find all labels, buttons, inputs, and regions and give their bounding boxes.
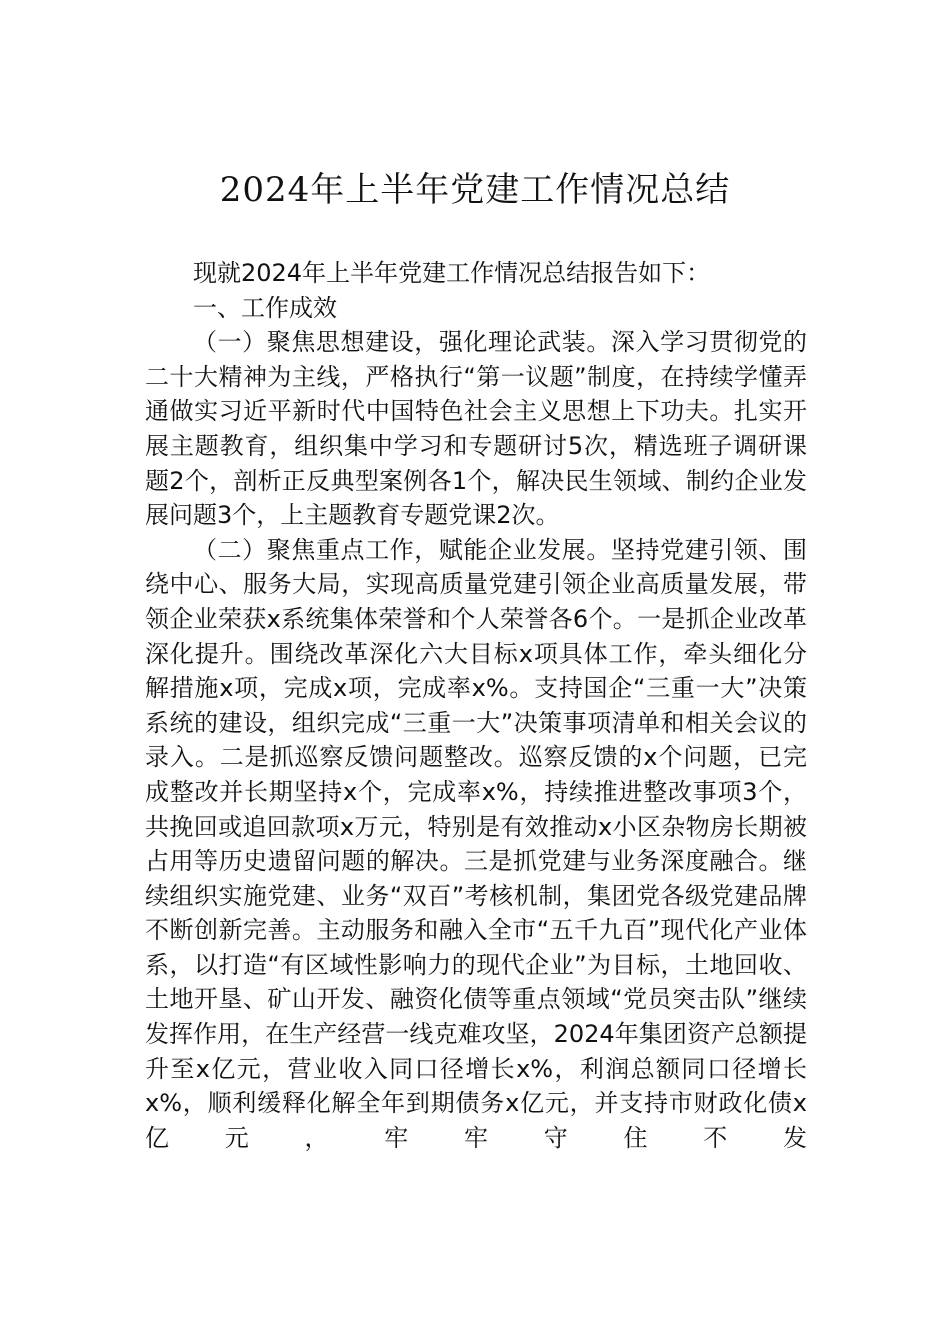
document-body — [145, 256, 807, 1155]
body-paragraph: （一）聚焦思想建设，强化理论武装。深入学习贯彻党的二十大精神为主线，严格执行“第一议题”制度，在持续学懂弄通做实习近平新时代中国特色社会主义思想上下功夫。扎实开展主题教育，组织集中学习和专题研讨5次，精选班子调研课题2个，剖析正反典型案例各1个，解决民生领域、制约企业发展问题3个，上主题教育专题党课2次。 — [145, 328, 807, 530]
intro-paragraph: 现就2024年上半年党建工作情况总结报告如下： — [193, 259, 711, 287]
document-title: 2024年上半年党建工作情况总结 — [219, 170, 731, 210]
body-paragraph: （二）聚焦重点工作，赋能企业发展。坚持党建引领、围绕中心、服务大局，实现高质量党建引领企业高质量发展，带领企业荣获x系统集体荣誉和个人荣誉各6个。一是抓企业改革深化提升。围绕改革深化六大目标x项具体工作，牵头细化分解措施x项，完成x项，完成率x%。支持国企“三重一大”决策系统的建设，组织完成“三重一大”决策事项清单和相关会议的录入。二是抓巡察反馈问题整改。巡察反馈的x个问题，已完成整改并长期坚持x个，完成率x%，持续推进整改事项3个，共挽回或追回款项x万元，特别是有效推动x小区杂物房长期被占用等历史遗留问题的解决。三是抓党建与业务深度融合。继续组织实施党建、业务“双百”考核机制，集团党各级党建品牌不断创新完善。主动服务和融入全市“五千九百”现代化产业体系，以打造“有区域性影响力的现代企业”为目标，土地回收、土地开垦、矿山开发、融资化债等重点领域“党员突击队”继续发挥作用，在生产经营一线克难攻坚，2024年集团资产总额提升至x亿元，营业收入同口径增长x%，利润总额同口径增长x%，顺利缓释化解全年到期债务x亿元，并支持市财政化债x亿元，牢牢守住不发 — [145, 535, 807, 1152]
section-heading: 一、工作成效 — [193, 293, 337, 322]
